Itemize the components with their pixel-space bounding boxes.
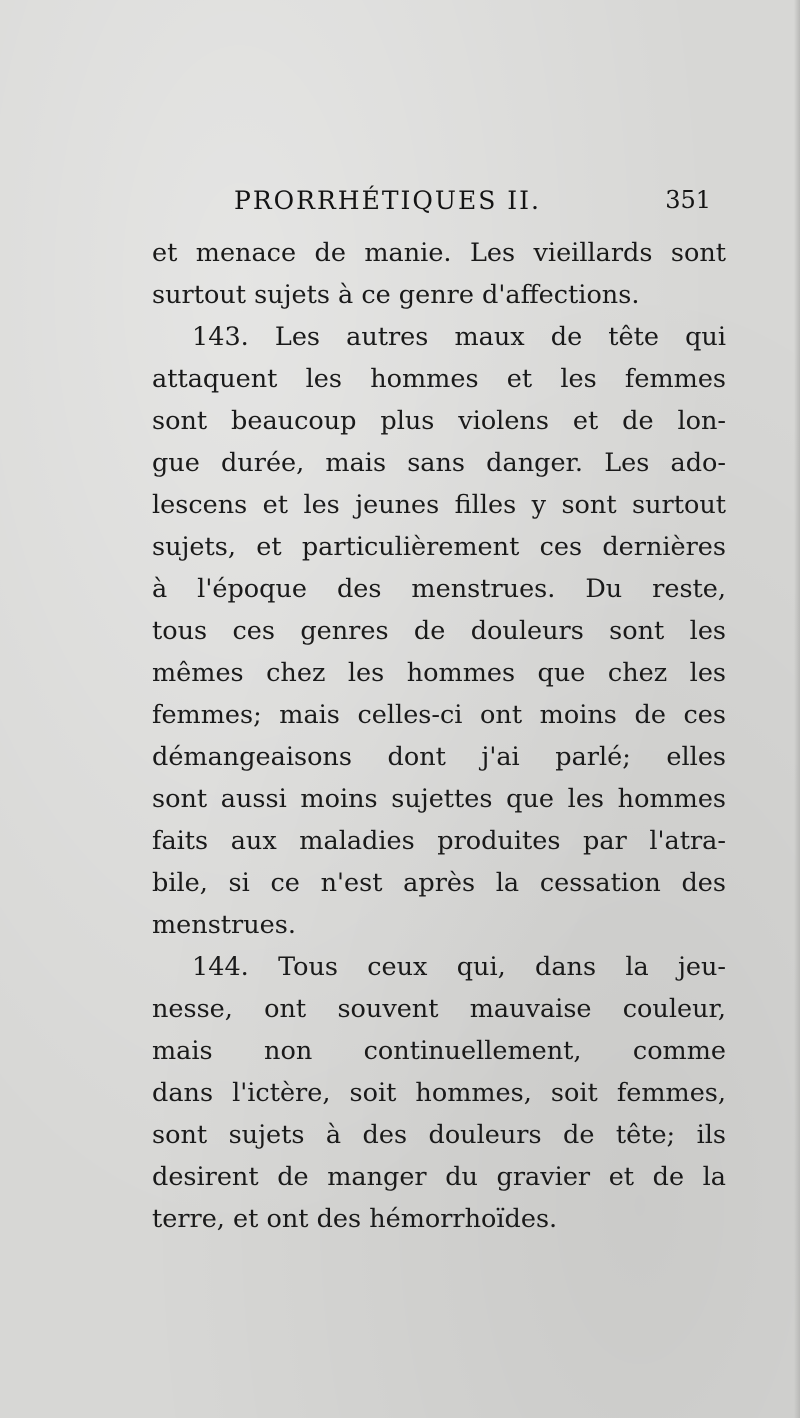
running-title: PRORRHÉTIQUES II. (234, 186, 541, 215)
text-line: femmes; mais celles-ci ont moins de ces (152, 700, 726, 730)
text-line: à l'époque des menstrues. Du reste, (152, 574, 726, 604)
text-line: mêmes chez les hommes que chez les (152, 658, 726, 688)
text-line: surtout sujets à ce genre d'affections. (152, 280, 640, 310)
text-line: sujets, et particulièrement ces dernières (152, 532, 726, 562)
paragraph-143-start: 143. Les autres maux de tête qui (192, 322, 726, 352)
page-number: 351 (665, 186, 711, 214)
text-line: sont beaucoup plus violens et de lon- (152, 406, 726, 436)
text-line: menstrues. (152, 910, 296, 940)
text-line: attaquent les hommes et les femmes (152, 364, 726, 394)
text-line: nesse, ont souvent mauvaise couleur, (152, 994, 726, 1024)
text-line: tous ces genres de douleurs sont les (152, 616, 726, 646)
text-line: démangeaisons dont j'ai parlé; elles (152, 742, 726, 772)
text-line: dans l'ictère, soit hommes, soit femmes, (152, 1078, 726, 1108)
text-line: sont sujets à des douleurs de tête; ils (152, 1120, 726, 1150)
text-line: faits aux maladies produites par l'atra- (152, 826, 726, 856)
text-line: mais non continuellement, comme (152, 1036, 726, 1066)
text-line: lescens et les jeunes filles y sont surtout (152, 490, 726, 520)
paragraph-144-start: 144. Tous ceux qui, dans la jeu- (192, 952, 726, 982)
text-line: bile, si ce n'est après la cessation des (152, 868, 726, 898)
text-line: desirent de manger du gravier et de la (152, 1162, 726, 1192)
text-line: terre, et ont des hémorrhoïdes. (152, 1204, 558, 1234)
page-header (150, 184, 715, 224)
text-line: et menace de manie. Les vieillards sont (152, 238, 726, 268)
body-text (152, 232, 726, 1240)
text-line: gue durée, mais sans danger. Les ado- (152, 448, 726, 478)
text-line: sont aussi moins sujettes que les hommes (152, 784, 726, 814)
